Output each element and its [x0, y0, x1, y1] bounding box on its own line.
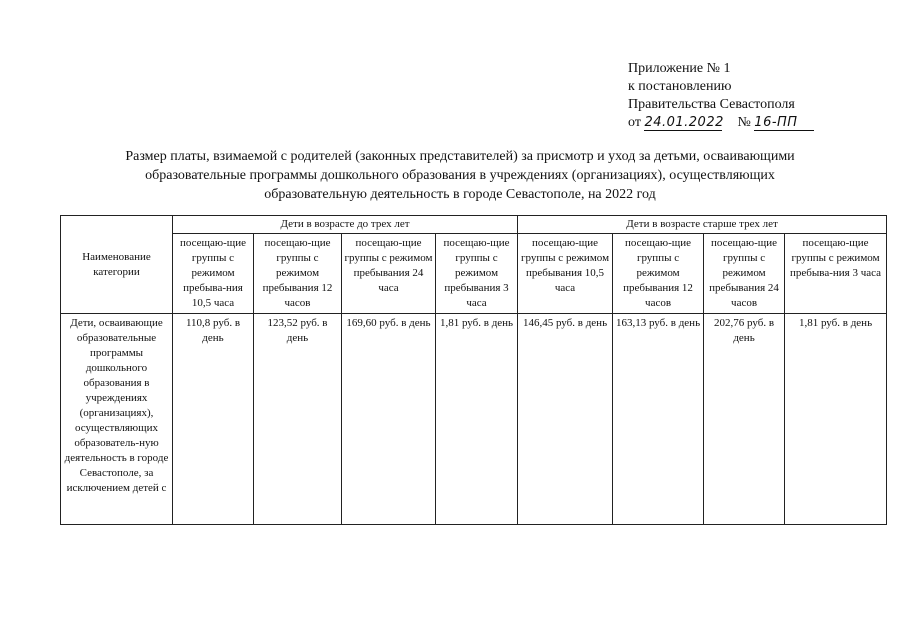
date-prefix: от: [628, 115, 641, 130]
appendix-line-2: к постановлению: [628, 79, 732, 94]
column-header: посещаю-щие группы с режимом пребывания 3 часа: [436, 234, 518, 314]
column-header: посещаю-щие группы с режимом пребыва-ния 10,5 часа: [173, 234, 254, 314]
fee-cell: 202,76 руб. в день: [704, 314, 785, 525]
appendix-date-line: [628, 114, 814, 132]
fee-cell: 1,81 руб. в день: [785, 314, 887, 525]
title-line-3: образовательную деятельность в городе Севастополе, на 2022 год: [264, 187, 656, 202]
category-cell: Дети, осваивающие образовательные программы дошкольного образования в учреждениях (организациях), осуществляющих образователь-ную деятельность в городе Севастополе, за исключением детей с: [61, 314, 173, 525]
column-header: посещаю-щие группы с режимом пребывания 12 часов: [613, 234, 704, 314]
fee-cell: 169,60 руб. в день: [342, 314, 436, 525]
fee-table: [60, 215, 887, 525]
title-line-1: Размер платы, взимаемой с родителей (законных представителей) за присмотр и уход за детьми, осваивающими: [125, 149, 795, 164]
appendix-line-3: Правительства Севастополя: [628, 97, 795, 112]
column-header: посещаю-щие группы с режимом пребывания 12 часов: [254, 234, 342, 314]
fee-cell: 123,52 руб. в день: [254, 314, 342, 525]
column-header: посещаю-щие группы с режимом пребывания 10,5 часа: [518, 234, 613, 314]
fee-cell: 110,8 руб. в день: [173, 314, 254, 525]
header-columns-row: [61, 234, 887, 314]
column-header: посещаю-щие группы с режимом пребывания 24 часа: [342, 234, 436, 314]
table-row: [61, 314, 887, 525]
group-header-over-3: Дети в возрасте старше трех лет: [518, 216, 887, 234]
document-title: [60, 147, 860, 204]
group-header-under-3: Дети в возрасте до трех лет: [173, 216, 518, 234]
date-value: 24.01.2022: [644, 115, 724, 130]
category-header: Наименование категории: [61, 216, 173, 314]
fee-cell: 146,45 руб. в день: [518, 314, 613, 525]
appendix-line-1: Приложение № 1: [628, 61, 731, 76]
column-header: посещаю-щие группы с режимом пребывания 24 часов: [704, 234, 785, 314]
number-prefix: №: [737, 115, 751, 130]
appendix-block: [628, 60, 814, 132]
title-line-2: образовательные программы дошкольного образования в учреждениях (организациях), осуществляющих: [145, 168, 775, 183]
column-header: посещаю-щие группы с режимом пребыва-ния 3 часа: [785, 234, 887, 314]
number-value: 16-ПП: [754, 116, 814, 131]
fee-cell: 163,13 руб. в день: [613, 314, 704, 525]
header-group-row: [61, 216, 887, 234]
fee-cell: 1,81 руб. в день: [436, 314, 518, 525]
